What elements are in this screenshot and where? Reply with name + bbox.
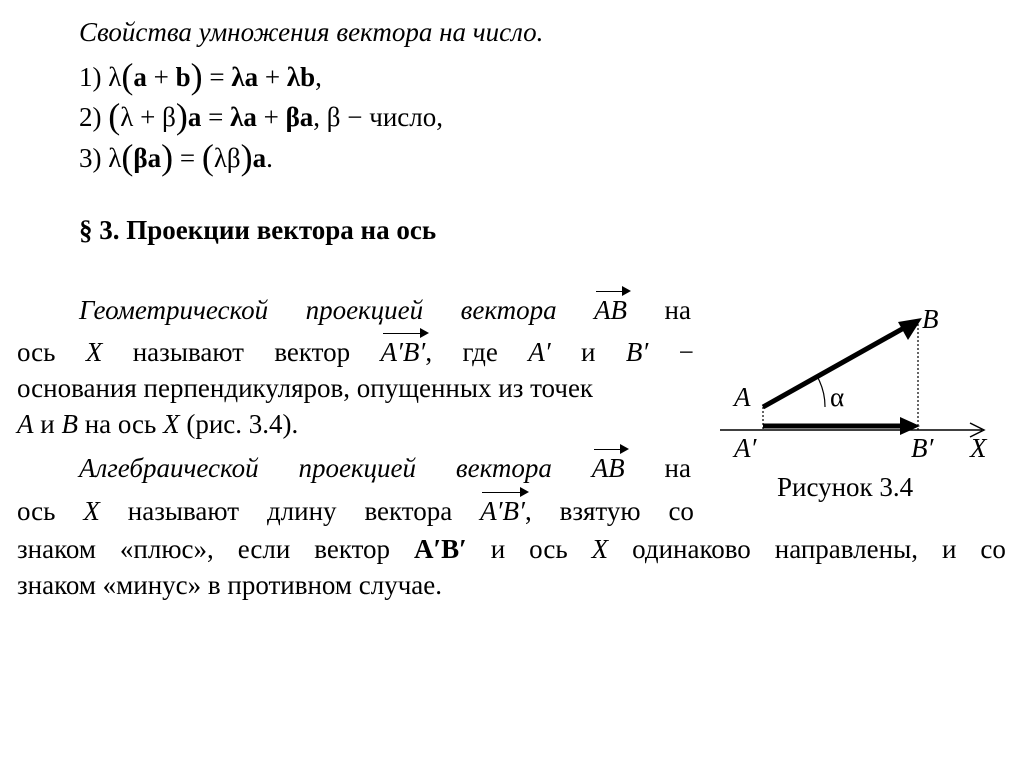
label-A: A — [734, 382, 751, 412]
term-beta-a: βa — [133, 143, 162, 173]
word: вектор — [274, 337, 351, 367]
paren-open: ( — [121, 56, 134, 96]
word: называют — [132, 337, 244, 367]
text: (рис. 3.4). — [179, 409, 299, 439]
term-beta-a: βa — [285, 102, 314, 132]
axis-X: X — [591, 534, 609, 564]
figure-caption: Рисунок 3.4 — [777, 472, 914, 502]
axis-X: X — [83, 496, 100, 526]
word: Геометрической — [79, 295, 269, 325]
plus-sign: + — [263, 102, 279, 132]
word: ось — [529, 534, 568, 564]
word: если — [237, 534, 291, 564]
label-X: X — [970, 433, 987, 463]
para1-line4 — [17, 408, 298, 440]
word: ось — [17, 496, 56, 526]
word: ось — [17, 337, 56, 367]
equals-sign: = — [208, 102, 224, 132]
comma: , — [313, 102, 321, 132]
axis-X: X — [85, 337, 103, 367]
vector-a: a — [187, 102, 202, 132]
word: взятую — [559, 496, 641, 526]
formula-number: 2) — [79, 102, 102, 132]
word: «плюс», — [119, 534, 214, 564]
point-A1: A′ — [528, 337, 551, 367]
word: знаком — [17, 534, 96, 564]
word: направлены, — [774, 534, 918, 564]
dash: − — [678, 337, 694, 367]
word: одинаково — [632, 534, 751, 564]
word: со — [980, 534, 1006, 564]
para2-line3 — [17, 533, 1006, 565]
word: называют — [127, 496, 240, 526]
vector-AB: AB — [591, 453, 625, 483]
comma: , — [524, 496, 532, 526]
vector-A1B1-bold: A′B′ — [414, 534, 467, 564]
word: вектора — [455, 453, 552, 483]
term-lambda-b: λb — [286, 62, 316, 92]
para2-line2 — [17, 495, 694, 527]
equals-sign: = — [209, 62, 225, 92]
label-B: B — [922, 304, 939, 334]
plus-sign: + — [264, 62, 281, 92]
para1-line3: основания перпендикуляров, опущенных из точек — [17, 373, 594, 403]
comma: , — [315, 62, 322, 92]
figure-3-4 — [700, 290, 1010, 510]
formula-number: 3) — [79, 143, 102, 173]
label-B1: B′ — [911, 433, 934, 463]
word: вектора — [460, 295, 557, 325]
formula-number: 1) — [79, 62, 102, 92]
point-B1: B′ — [625, 337, 649, 367]
formula-2 — [79, 96, 443, 136]
word: где — [462, 337, 498, 367]
text: и — [33, 409, 62, 439]
lambda-symbol: λ — [108, 143, 122, 173]
word: на — [664, 295, 691, 325]
vector-A1B1: A′B′ — [480, 496, 525, 526]
vector-a: a — [252, 143, 267, 173]
paren-open: ( — [121, 137, 134, 177]
word: проекцией — [298, 453, 417, 483]
paren-close: ) — [175, 96, 188, 136]
word: и — [490, 534, 506, 564]
word: вектор — [314, 534, 391, 564]
lambda-symbol: λ — [120, 102, 134, 132]
text: на ось — [77, 409, 164, 439]
word: Алгебраической — [79, 453, 259, 483]
paren-close: ) — [240, 137, 253, 177]
paren-open: ( — [108, 96, 121, 136]
paren-close: ) — [190, 56, 203, 96]
properties-title: Свойства умножения вектора на число. — [79, 17, 544, 47]
para1-line2 — [17, 336, 694, 368]
vector-b: b — [175, 62, 191, 92]
para1-line1 — [79, 294, 691, 326]
equals-sign: = — [179, 143, 196, 173]
lambda-beta: λβ — [213, 143, 241, 173]
term-lambda-a: λa — [231, 62, 259, 92]
word: и — [581, 337, 596, 367]
word: и — [941, 534, 957, 564]
word: со — [668, 496, 694, 526]
word: проекцией — [305, 295, 424, 325]
word: вектора — [364, 496, 453, 526]
formula-1 — [79, 56, 322, 96]
point-B: B — [61, 409, 78, 439]
formula-3 — [79, 137, 273, 177]
comma: , — [425, 337, 433, 367]
paren-open: ( — [201, 137, 214, 177]
label-A1: A′ — [734, 433, 757, 463]
vector-A1B1: A′B′ — [380, 337, 426, 367]
plus-sign: + — [153, 62, 169, 92]
beta-note: β − число, — [326, 102, 443, 132]
para2-line1 — [79, 452, 691, 484]
beta-symbol: β — [162, 102, 176, 132]
plus-sign: + — [140, 102, 156, 132]
paren-close: ) — [161, 137, 174, 177]
word: на — [664, 453, 691, 483]
term-lambda-a: λa — [230, 102, 257, 132]
vector-a: a — [133, 62, 147, 92]
axis-X: X — [163, 409, 180, 439]
point-A: A — [17, 409, 34, 439]
word: длину — [266, 496, 337, 526]
vector-AB: AB — [594, 295, 628, 325]
section-heading: § 3. Проекции вектора на ось — [79, 215, 437, 245]
angle-arc — [818, 378, 825, 407]
lambda-symbol: λ — [108, 62, 122, 92]
period: . — [266, 143, 273, 173]
para2-line4: знаком «минус» в противном случае. — [17, 570, 442, 600]
label-alpha: α — [830, 382, 845, 412]
